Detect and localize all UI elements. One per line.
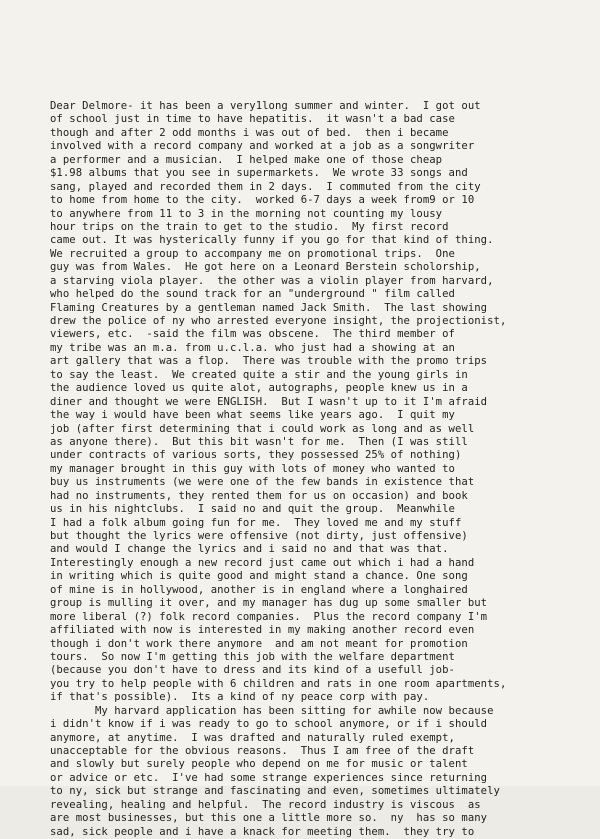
letter-line: Interestingly enough a new record just came out which i had a hand [50,556,475,569]
letter-line: as anyone there). But this bit wasn't for me. Then (I was still [50,435,468,448]
letter-line: the way i would have been what seems like years ago. I quit my [50,409,455,422]
letter-line: a performer and a musician. I helped make one of those cheap [50,153,443,166]
letter-line: hour trips on the train to get to the studio. My first record [50,220,449,233]
letter-line: in writing which is quite good and might stand a chance. One song [50,570,468,583]
letter-line: $1.98 albums that you see in supermarkets. We wrote 33 songs and [50,167,468,180]
letter-line: to home from home to the city. worked 6-7 days a week from9 or 10 [50,194,475,207]
letter-line: or advice or etc. I've had some strange experiences since returning [50,771,488,784]
letter-line: came out. It was hysterically funny if you go for that kind of thing. [50,234,494,247]
letter-line: though and after 2 odd months i was out of bed. then i became [50,126,449,139]
letter-line: My harvard application has been sitting for awhile now because [50,704,494,717]
letter-line: sad, sick people and i have a knack for meeting them. they try to [50,825,475,838]
letter-line: though i don't work there anymore and am not meant for promotion [50,637,468,650]
letter-line: buy us instruments (we were one of the few bands in existence that [50,476,475,489]
letter-line: job (after first determining that i could work as long and as well [50,422,475,435]
letter-line: more liberal (?) folk record companies. Plus the record company I'm [50,610,488,623]
letter-line: diner and thought we were ENGLISH. But I wasn't up to it I'm afraid [50,395,488,408]
letter-line: to anywhere from 11 to 3 in the morning not counting my lousy [50,207,443,220]
letter-line: of school just in time to have hepatitis. it wasn't a bad case [50,113,455,126]
letter-line: affiliated with now is interested in my making another record even [50,624,475,637]
letter-line: but thought the lyrics were offensive (not dirty, just offensive) [50,530,468,542]
letter-line: anymore, at anytime. I was drafted and naturally ruled exempt, [50,731,455,744]
letter-line: unacceptable for the obvious reasons. Thus I am free of the draft [50,745,475,757]
letter-line: and would I change the lyrics and i said no and that was that. [50,543,449,556]
letter-line: under contracts of various sorts, they possessed 25% of nothing) [50,449,462,462]
letter-line: who helped do the sound track for an "underground " film called [50,288,455,301]
letter-line: are most businesses, but this one a little more so. ny has so many [50,812,488,825]
letter-line: and slowly but surely people who depend on me for music or talent [50,758,468,771]
letter-line: viewers, etc. -said the film was obscene. The third member of [50,328,455,341]
letter-line: you try to help people with 6 children and rats in one room apartments, [50,677,507,690]
letter-line: I had a folk album going fun for me. They loved me and my stuff [50,516,462,529]
letter-line: had no instruments, they rented them for us on occasion) and book [50,489,468,502]
letter-line: art gallery that was a flop. There was trouble with the promo trips [50,355,488,368]
letter-line: i didn't know if i was ready to go to school anymore, or if i should [50,718,488,731]
letter-line: We recruited a group to accompany me on promotional trips. One [50,247,455,260]
letter-line: my tribe was an m.a. from u.c.l.a. who just had a showing at an [50,341,455,354]
letter-body [50,100,590,839]
letter-line: to ny, sick but strange and fascinating and even, sometimes ultimately [50,785,500,798]
letter-line: Flaming Creatures by a gentleman named Jack Smith. The last showing [50,301,488,314]
letter-line: sang, played and recorded them in 2 days. I commuted from the city [50,180,481,193]
letter-line: revealing, healing and helpful. The record industry is viscous as [50,798,481,811]
letter-line: guy was from Wales. He got here on a Leonard Berstein scholorship, [50,261,481,274]
letter-line: the audience loved us quite alot, autographs, people knew us in a [50,382,468,395]
letter-line: group is mulling it over, and my manager has dug up some smaller but [50,597,488,610]
letter-line: (because you don't have to dress and its kind of a usefull job- [50,664,455,677]
letter-line: us in his nightclubs. I said no and quit the group. Meanwhile [50,503,455,516]
letter-line: to say the least. We created quite a stir and the young girls in [50,368,468,381]
letter-line: Dear Delmore- it has been a very1long summer and winter. I got out [50,100,481,112]
letter-line: tours. So now I'm getting this job with the welfare department [50,650,455,663]
letter-line: my manager brought in this guy with lots of money who wanted to [50,462,455,475]
letter-line: drew the police of ny who arrested everyone insight, the projectionist, [50,315,507,327]
letter-line: of mine is in hollywood, another is in england where a longhaired [50,583,468,596]
letter-line: if that's possible). Its a kind of ny peace corp with pay. [50,691,430,704]
letter-line: involved with a record company and worked at a job as a songwriter [50,140,475,153]
letter-line: a starving viola player. the other was a violin player from harvard, [50,274,494,287]
